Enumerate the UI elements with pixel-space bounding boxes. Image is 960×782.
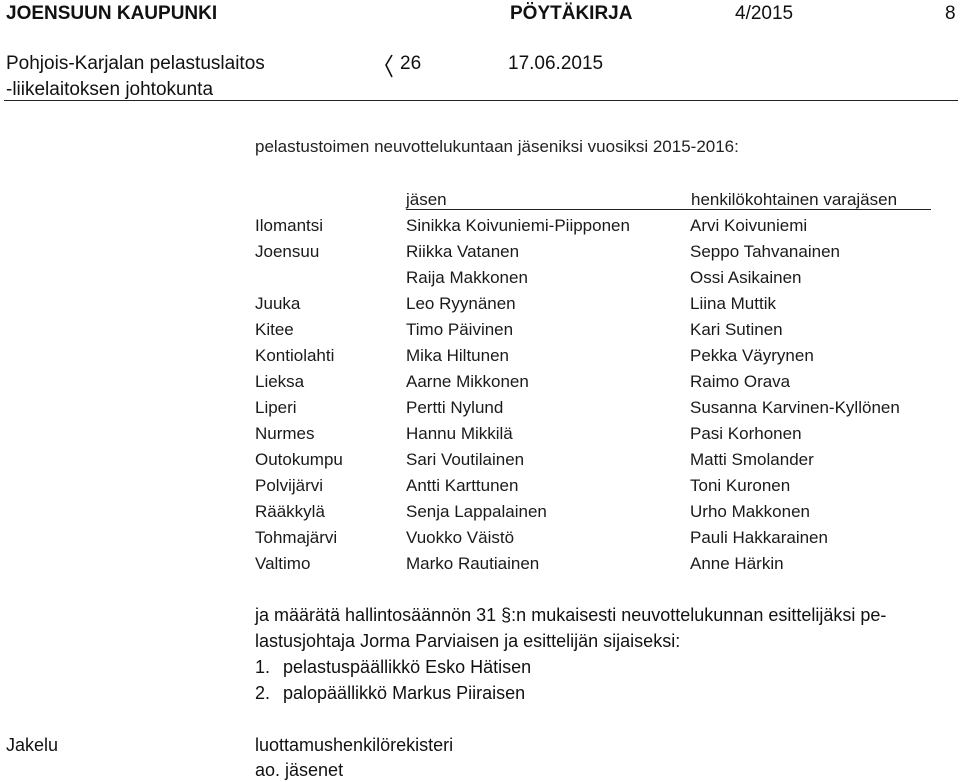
- member-cell: Marko Rautiainen: [406, 554, 540, 573]
- municipality-cell: Kitee: [255, 320, 294, 339]
- organization-name: JOENSUUN KAUPUNKI: [6, 3, 218, 24]
- table-row: [0, 450, 960, 476]
- member-cell: Aarne Mikkonen: [406, 372, 529, 391]
- table-row: [0, 502, 960, 528]
- section-sign-icon: [382, 53, 396, 85]
- table-row: [0, 372, 960, 398]
- municipality-cell: Tohmajärvi: [255, 528, 338, 547]
- table-row: [0, 398, 960, 424]
- deputy-cell: Kari Sutinen: [690, 320, 783, 339]
- member-cell: Senja Lappalainen: [406, 502, 547, 521]
- table-row: [0, 216, 960, 242]
- table-row: [0, 476, 960, 502]
- deputy-cell: Toni Kuronen: [690, 476, 791, 495]
- municipality-cell: Valtimo: [255, 554, 311, 573]
- deputy-cell: Pekka Väyrynen: [690, 346, 814, 365]
- deputy-cell: Liina Muttik: [690, 294, 776, 313]
- member-cell: Raija Makkonen: [406, 268, 528, 287]
- list-item-number: 2.: [255, 683, 271, 703]
- table-row: [0, 424, 960, 450]
- page-number: 8: [945, 3, 956, 24]
- table-row: [0, 294, 960, 320]
- deputy-cell: Susanna Karvinen-Kyllönen: [690, 398, 900, 417]
- municipality-cell: Outokumpu: [255, 450, 343, 469]
- municipality-cell: Nurmes: [255, 424, 315, 443]
- deputy-cell: Pauli Hakkarainen: [690, 528, 828, 547]
- municipality-cell: Kontiolahti: [255, 346, 335, 365]
- deputy-cell: Urho Makkonen: [690, 502, 811, 521]
- member-cell: Leo Ryynänen: [406, 294, 516, 313]
- list-item: pelastuspäällikkö Esko Hätisen: [283, 657, 532, 677]
- table-row: [0, 242, 960, 268]
- table-row: [0, 554, 960, 580]
- table-row: [0, 320, 960, 346]
- deputy-cell: Seppo Tahvanainen: [690, 242, 840, 261]
- table-row: [0, 346, 960, 372]
- column-header-deputy: henkilökohtainen varajäsen: [691, 190, 898, 209]
- member-cell: Hannu Mikkilä: [406, 424, 513, 443]
- municipality-cell: Ilomantsi: [255, 216, 324, 235]
- deputy-cell: Matti Smolander: [690, 450, 814, 469]
- section-number: 26: [400, 53, 422, 74]
- decision-line-1: ja määrätä hallintosäännön 31 §:n mukaisesti neuvottelukunnan esittelijäksi pe-: [255, 605, 887, 625]
- header-divider: [4, 100, 958, 101]
- table-row: [0, 268, 960, 294]
- municipality-cell: Joensuu: [255, 242, 320, 261]
- unit-name-line1: Pohjois-Karjalan pelastuslaitos: [6, 53, 265, 74]
- municipality-cell: Liperi: [255, 398, 297, 417]
- member-cell: Riikka Vatanen: [406, 242, 520, 261]
- municipality-cell: Juuka: [255, 294, 301, 313]
- municipality-cell: Rääkkylä: [255, 502, 325, 521]
- deputy-cell: Pasi Korhonen: [690, 424, 802, 443]
- list-item: palopäällikkö Markus Piiraisen: [283, 683, 526, 703]
- member-cell: Mika Hiltunen: [406, 346, 509, 365]
- distribution-label: Jakelu: [6, 735, 59, 755]
- member-cell: Antti Karttunen: [406, 476, 519, 495]
- distribution-recipient: luottamushenkilörekisteri: [255, 735, 454, 755]
- deputy-cell: Ossi Asikainen: [690, 268, 802, 287]
- member-cell: Vuokko Väistö: [406, 528, 515, 547]
- distribution-recipient: ao. jäsenet: [255, 760, 344, 780]
- member-cell: Sinikka Koivuniemi-Piipponen: [406, 216, 630, 235]
- document-number: 4/2015: [735, 3, 794, 24]
- municipality-cell: Polvijärvi: [255, 476, 324, 495]
- column-header-member: jäsen: [406, 190, 447, 209]
- deputy-cell: Anne Härkin: [690, 554, 784, 573]
- deputy-cell: Raimo Orava: [690, 372, 791, 391]
- deputy-cell: Arvi Koivuniemi: [690, 216, 808, 235]
- column-header-underline: [406, 209, 931, 210]
- member-cell: Timo Päivinen: [406, 320, 514, 339]
- document-type: PÖYTÄKIRJA: [510, 3, 633, 24]
- meeting-date: 17.06.2015: [508, 53, 604, 74]
- table-row: [0, 528, 960, 554]
- intro-text: pelastustoimen neuvottelukuntaan jäseniksi vuosiksi 2015-2016:: [255, 137, 739, 156]
- decision-line-2: lastusjohtaja Jorma Parviaisen ja esittelijän sijaiseksi:: [255, 631, 681, 651]
- member-cell: Sari Voutilainen: [406, 450, 525, 469]
- unit-name-line2: -liikelaitoksen johtokunta: [6, 79, 214, 100]
- list-item-number: 1.: [255, 657, 271, 677]
- member-cell: Pertti Nylund: [406, 398, 504, 417]
- municipality-cell: Lieksa: [255, 372, 305, 391]
